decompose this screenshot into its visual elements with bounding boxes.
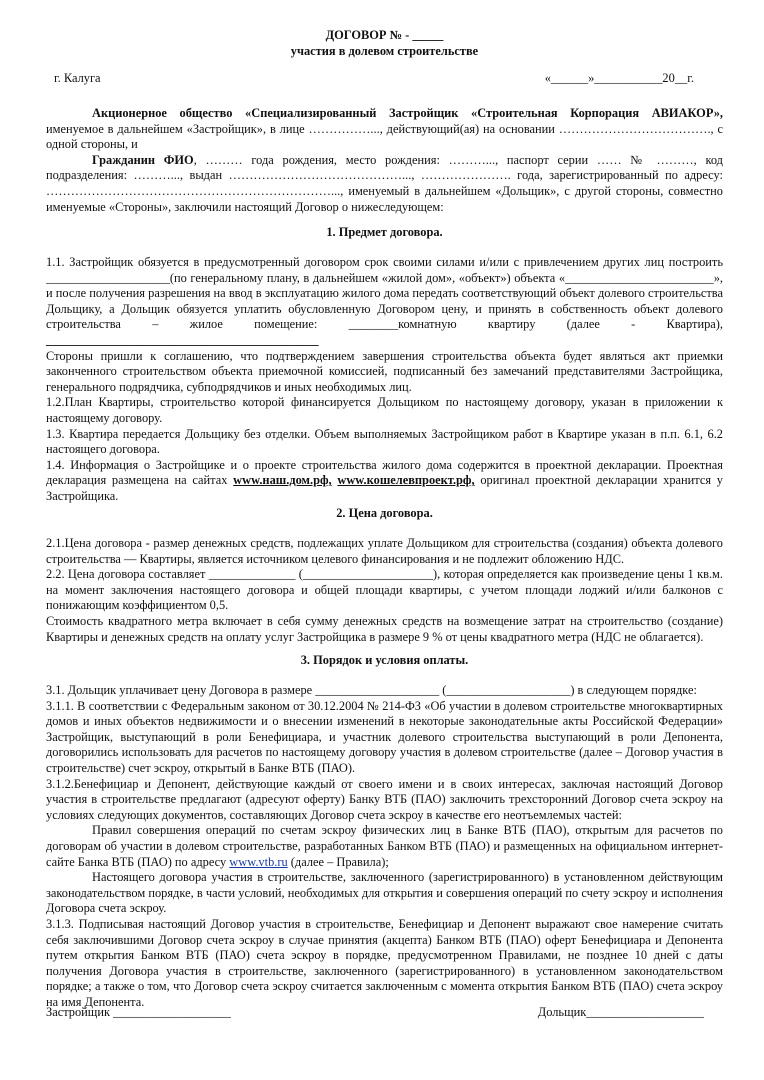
section-1-heading: 1. Предмет договора. [326, 225, 443, 239]
document-subtitle: участия в долевом строительстве [290, 43, 479, 58]
clause-3-1-1: 3.1.1. В соответствии с Федеральным законом от 30.12.2004 № 214-ФЗ «Об участии в долевом строительстве многоквартирных домов и иных объектов недвижимости и о внесении изменений в некоторые законодательные акты Российской Федерации» Застройщик, выступающий в роли Бенефициара, и участник долевого строительства выступающий в роли Депонента, договорились использовать для расчетов по настоящему договору участия в долевом строительстве (далее – Договор участия в строительстве) счет эскроу, открытый в Банке ВТБ (ПАО). [46, 698, 723, 775]
clause-1-1-acceptance: Стороны пришли к соглашению, что подтверждением завершения строительства объекта будет являться акт приемки законченного строительством объекта приемочной комиссией, подписанный без замечаний представителями Застройщика, генерального подрядчика, субподрядчиков и иных необходимых лиц. [46, 348, 723, 394]
document-header [46, 28, 723, 59]
section-1-body [46, 255, 723, 505]
clause-3-1-3: 3.1.3. Подписывая настоящий Договор участия в строительстве, Бенефициар и Депонент выражают свое намерение считать себя заключившими Договор счета эскроу в случае принятия (акцепта) Банком ВТБ (ПАО) оферт Бенефициара и Депонента путем открытия Банком ВТБ (ПАО) счета эскроу в порядке, предусмотренном Правилами, не позднее 10 дней с даты получения Договора участия в строительстве, заключенного (зарегистрированного) в установленном законодательством порядке; а также о том, что Договор счета эскроу считается заключенным с момента открытия Банком ВТБ (ПАО) счета эскроу на имя Депонента. [46, 916, 723, 1009]
clause-3-1: 3.1. Дольщик уплачивает цену Договора в размере ____________________ (____________________) в следующем порядке: [46, 683, 697, 697]
citizen-paragraph [46, 153, 723, 215]
parties-section [46, 106, 723, 215]
developer-signature: Застройщик ___________________ [46, 1005, 231, 1019]
clause-1-3: 1.3. Квартира передается Дольщику без отделки. Объем выполняемых Застройщиком работ в Квартире указан в п.п. 6.1, 6.2 настоящего договора. [46, 426, 723, 457]
clause-2-3: Стоимость квадратного метра включает в себя сумму денежных средств на возмещение затрат на строительство (создание) Квартиры и денежных средств на оплату услуг Застройщика в размере 9 % от цены квадратного метра (НДС не облагается). [46, 613, 723, 644]
section-2-heading: 2. Цена договора. [336, 506, 433, 520]
rules-text: Правил совершения операций по счетам эскроу физических лиц в Банке ВТБ (ПАО), открытым для расчетов по договорам об участии в долевом строительстве, разработанных Банком ВТБ (ПАО) и размещенных на официальном интернет-сайте Банка ВТБ (ПАО) по адресу [46, 823, 723, 869]
clause-1-4 [46, 458, 723, 505]
signatures [46, 1005, 704, 1021]
clause-3-1-2: 3.1.2.Бенефициар и Депонент, действующие каждый от своего имени и в своих интересах, заключая настоящий Договор участия в строительстве предлагают (адресуют оферту) Банку ВТБ (ПАО) заключить трехсторонний Договор счета эскроу на условиях следующих документов, составляющих Договор счета эскроу в качестве его неотъемлемых частей: [46, 776, 723, 822]
shareholder-signature: Дольщик___________________ [537, 1005, 704, 1019]
section-3-body [46, 683, 723, 1010]
developer-text: именуемое в дальнейшем «Застройщик», в лице ……………..., действующий(ая) на основании ………………………………., с одной стороны, и [46, 121, 723, 152]
date-field: «______»___________20__г. [544, 71, 694, 85]
clause-1-4-tail: оригинал проектной декларации хранится у Застройщика. [46, 473, 723, 503]
rules-tail: (далее – Правила); [287, 854, 389, 869]
place-date-line [54, 71, 694, 87]
city: г. Калуга [54, 71, 101, 85]
link-vtb[interactable]: www.vtb.ru [229, 854, 288, 869]
developer-name: Акционерное общество «Специализированный Застройщик «Строительная Корпорация АВИАКОР», [92, 106, 723, 120]
clause-2-2: 2.2. Цена договора составляет ______________ (_____________________), которая определяется как произведение цены 1 кв.м. на момент заключения настоящего договора и общей площади квартиры, с учетом площади лоджий и/или балконов с понижающим коэффициентом 0,5. [46, 567, 723, 613]
link-nash-dom[interactable]: www.наш.дом.рф, [233, 473, 332, 488]
rules-item [46, 823, 723, 870]
contract-item: Настоящего договора участия в строительстве, заключенного (зарегистрированного) в установленном действующим законодательством порядке, в части условий, необходимых для открытия и совершения операций по счету эскроу и исполнения Договора счета эскроу. [46, 870, 723, 916]
apartment-blank: ____________________________________________ [46, 332, 319, 347]
document-title: ДОГОВОР № - _____ [325, 28, 444, 42]
citizen-text: , ……… года рождения, место рождения: ………..., паспорт серии …… № ………, код подразделения: ………..., выдан ……………………………………..., …………………. года, зарегистрированный по адресу: ……………………………………………………………..., именуемый в дальнейшем «Дольщик», с другой стороны, совместно именуемые «Стороны», заключили настоящий Договор о нижеследующем: [46, 152, 723, 214]
section-3-heading: 3. Порядок и условия оплаты. [300, 653, 469, 667]
section-2-body [46, 536, 723, 645]
clause-1-1-text: 1.1. Застройщик обязуется в предусмотренный договором срок своими силами и/или с привлечением других лиц построить ____________________(по генеральному плану, в дальнейшем «жилой дом», «объект») объекта «________________________», и после получения разрешения на ввод в эксплуатацию жилого дома передать соответствующий объект долевого строительства Дольщику, а Дольщик обязуется уплатить обусловленную Договором цену, и принять в собственность объект долевого строительства – жилое помещение: ________комнатную квартиру (далее - Квартира), [46, 255, 723, 332]
clause-1-2: 1.2.План Квартиры, строительство которой финансируется Дольщиком по настоящему договору, указан в приложении к настоящему договору. [46, 395, 723, 425]
citizen-name: Гражданин ФИО [92, 152, 194, 167]
clause-1-1 [46, 255, 723, 349]
clause-1-4-text: 1.4. Информация о Застройщике и о проекте строительства жилого дома содержится в проектной декларации. Проектная декларация размещена на сайтах [46, 457, 723, 488]
link-koshelev-proekt[interactable]: www.кошелевпроект.рф, [337, 473, 475, 488]
clause-2-1: 2.1.Цена договора - размер денежных средств, подлежащих уплате Дольщиком для строительства (создания) объекта долевого строительства — Квартиры, является источником целевого финансирования и не подлежит обложению НДС. [46, 536, 723, 566]
developer-paragraph [46, 106, 723, 153]
